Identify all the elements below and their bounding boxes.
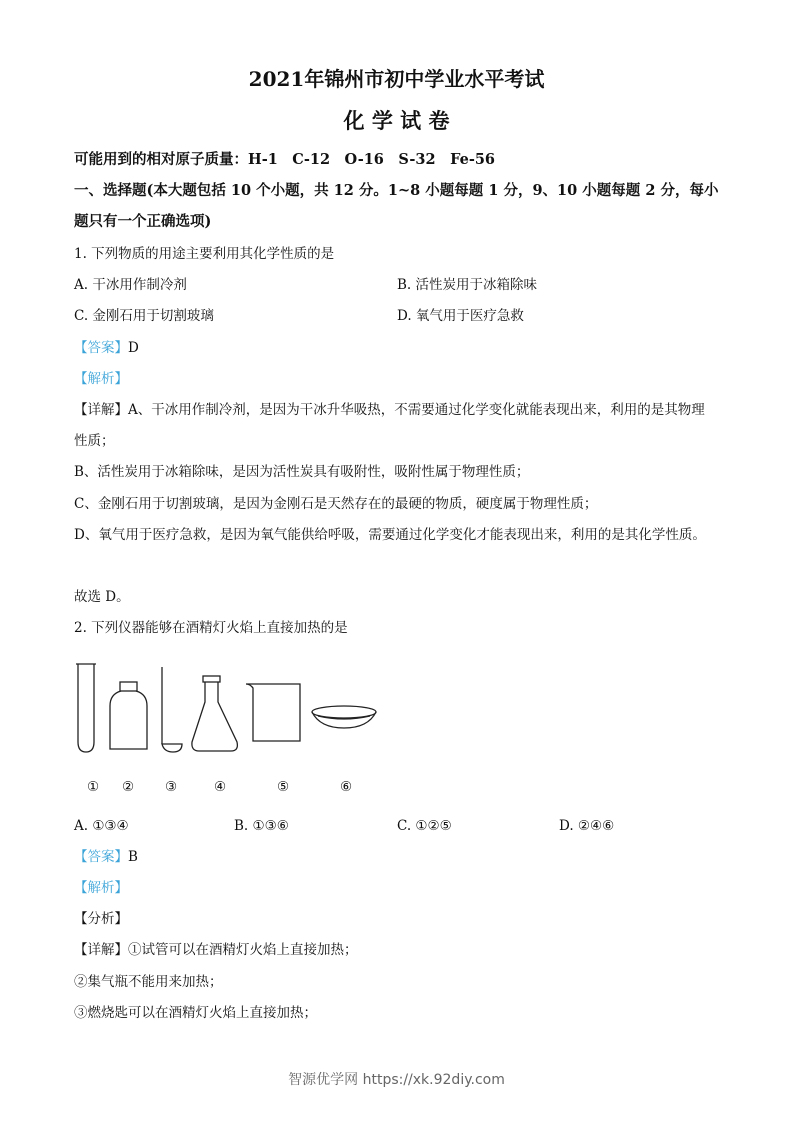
q2-answer-tag: 【答案】 [74,849,128,865]
apparatus-label-2: ② [122,779,135,795]
q2-option-d: D. ②④⑥ [559,818,615,834]
footer-watermark[interactable]: 智源优学网 https://xk.92diy.com [288,1072,505,1088]
q2-stem: 2. 下列仪器能够在酒精灯火焰上直接加热的是 [74,620,348,636]
gas-bottle-icon [110,682,147,749]
q1-detail-1b: 性质； [74,433,115,449]
section-heading-line-1: 一、选择题(本大题包括 10 个小题，共 12 分。1~8 小题每题 1 分，9、10 小题每题 2 分，每小 [74,182,719,199]
q1-answer-tag: 【答案】 [74,340,128,356]
q2-analysis-tag: 【解析】 [74,880,128,896]
q2-fenxi: 【分析】 [74,911,128,927]
apparatus-label-3: ③ [165,779,178,795]
test-tube-icon [76,664,96,752]
q1-conclusion: 故选 D。 [74,589,130,605]
q1-option-c: C. 金刚石用于切割玻璃 [74,308,214,324]
q1-stem: 1. 下列物质的用途主要利用其化学性质的是 [74,246,335,262]
q2-detail-1: 【详解】①试管可以在酒精灯火焰上直接加热； [74,942,358,958]
exam-title: 2021年锦州市初中学业水平考试 [248,67,545,91]
beaker-icon [246,684,300,741]
q2-answer [74,848,138,866]
exam-subtitle: 化 学 试 卷 [343,108,450,133]
combustion-spoon-icon [162,667,182,752]
atomic-masses: 可能用到的相对原子质量：H-1 C-12 O-16 S-32 Fe-56 [74,151,496,168]
q1-option-a: A. 干冰用作制冷剂 [74,277,187,293]
q1-option-d: D. 氧气用于医疗急救 [397,308,524,324]
section-heading-line-2: 题只有一个正确选项) [74,213,212,230]
q2-option-a: A. ①③④ [74,818,129,834]
apparatus-label-5: ⑤ [277,779,290,795]
q2-option-b: B. ①③⑥ [234,818,289,834]
q2-answer-value: B [128,849,138,865]
q1-detail-2: B、活性炭用于冰箱除味，是因为活性炭具有吸附性，吸附性属于物理性质； [74,464,530,480]
apparatus-label-1: ① [87,779,100,795]
q1-detail-1a: 【详解】A、干冰用作制冷剂，是因为干冰升华吸热，不需要通过化学变化就能表现出来，利用的是其物理 [74,402,705,418]
apparatus-label-4: ④ [214,779,227,795]
q2-detail-2: ②集气瓶不能用来加热； [74,974,223,990]
q1-answer-value: D [128,340,139,356]
q2-detail-3: ③燃烧匙可以在酒精灯火焰上直接加热； [74,1005,317,1021]
q1-option-b: B. 活性炭用于冰箱除味 [397,277,538,293]
q1-detail-4: D、氧气用于医疗急救，是因为氧气能供给呼吸，需要通过化学变化才能表现出来，利用的是其化学性质。 [74,527,706,543]
evaporating-dish-icon [312,706,376,728]
q1-analysis-tag: 【解析】 [74,371,128,387]
q1-detail-3: C、金刚石用于切割玻璃，是因为金刚石是天然存在的最硬的物质，硬度属于物理性质； [74,496,598,512]
q2-option-c: C. ①②⑤ [397,818,452,834]
apparatus-label-6: ⑥ [340,779,353,795]
conical-flask-icon [192,676,238,751]
